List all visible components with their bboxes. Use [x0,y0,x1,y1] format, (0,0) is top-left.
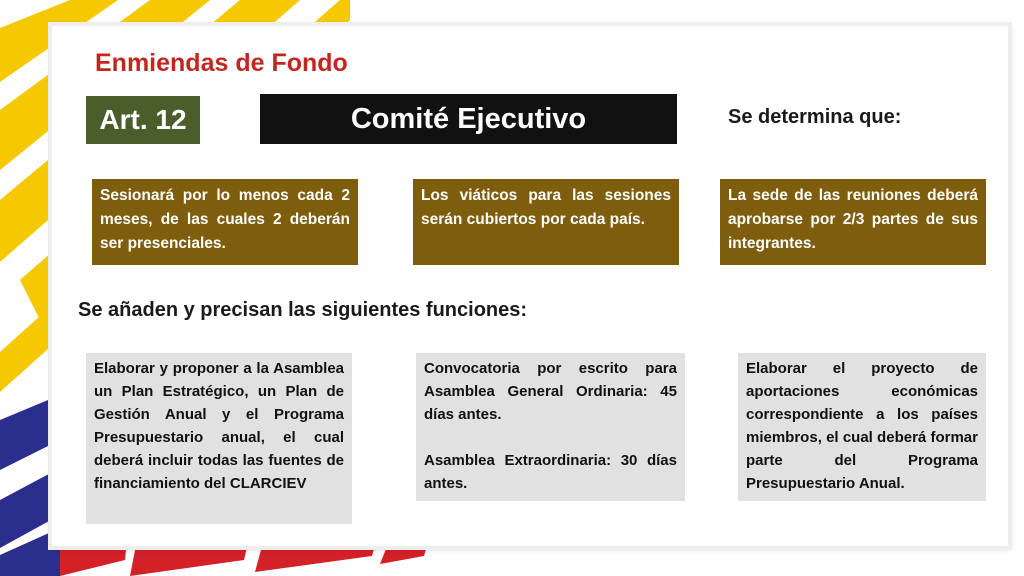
function-box-3 [738,353,986,501]
blue-stripes [0,395,60,576]
article-badge [86,96,200,144]
article-title-bar [260,94,677,144]
determination-box-2: Los viáticos para las sesiones serán cubiertos por cada país. [413,179,679,265]
determination-box-3: La sede de las reuniones deberá aprobarse por 2/3 partes de sus integrantes. [720,179,986,265]
determina-label: Se determina que: [728,106,902,128]
article-title: Comité Ejecutivo [350,102,587,135]
section-title: Enmiendas de Fondo [95,49,348,77]
function-text: Elaborar el proyecto de aportaciones económicas correspondiente a los países miembros, el cual deberá formar parte del Programa Presupuestario Anual. [746,360,978,492]
functions-label: Se añaden y precisan las siguientes funciones: [78,299,528,321]
function-box-1 [86,353,352,524]
function-text: Convocatoria por escrito para Asamblea General Ordinaria: 45 días antes. [424,360,677,423]
function-text: Elaborar y proponer a la Asamblea un Plan Estratégico, un Plan de Gestión Anual y el Programa Presupuestario anual, el cual deberá incluir todas las fuentes de financiamiento del CLARCIEV [94,360,344,492]
function-text: Asamblea Extraordinaria: 30 días antes. [424,452,677,492]
determination-box-1: Sesionará por lo menos cada 2 meses, de las cuales 2 deberán ser presenciales. [92,179,358,265]
article-label: Art. 12 [99,104,187,135]
function-box-2 [416,353,685,501]
